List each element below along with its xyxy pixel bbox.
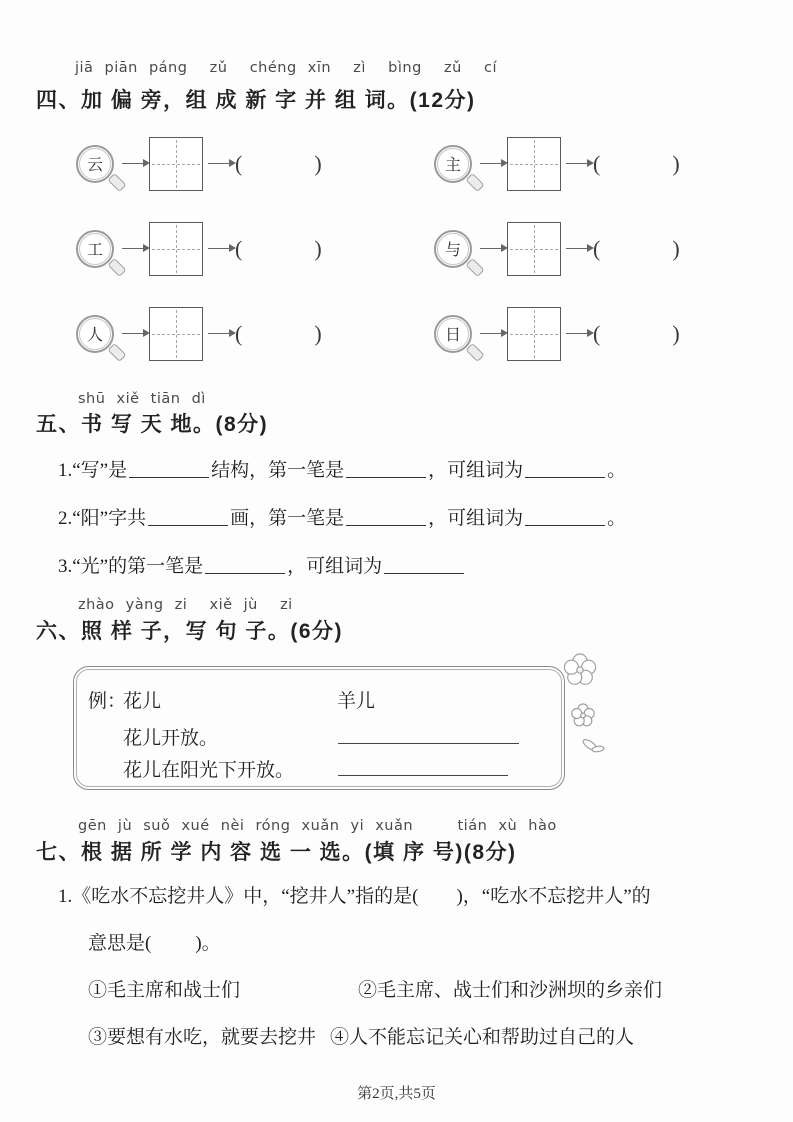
magnifier-icon — [434, 145, 472, 183]
tianzige-box — [149, 307, 203, 361]
base-character: 人 — [86, 327, 103, 344]
tianzige-box — [507, 307, 561, 361]
magnifier-icon — [76, 145, 114, 183]
section4-pinyin: jiā piān páng zǔ chéng xīn zì bìng zǔ cí — [75, 60, 498, 76]
page-number: 第2页,共5页 — [357, 1086, 436, 1102]
writing-item-2 — [58, 503, 626, 530]
text-segment: ，可组词为 — [428, 460, 524, 481]
paren-open: ( — [145, 933, 152, 954]
paren-open: ( — [412, 886, 419, 907]
paren-open: ( — [593, 150, 601, 176]
example-box — [73, 666, 565, 790]
fill-blank — [148, 511, 228, 526]
arrow-right-icon — [480, 163, 502, 165]
paren-open: ( — [235, 320, 243, 346]
radical-item — [434, 307, 764, 361]
fill-blank — [346, 463, 426, 478]
section6-pinyin: zhào yàng zi xiě jù zi — [78, 597, 293, 613]
section7-title: 七、根 据 所 学 内 容 选 一 选。(填 序 号)(8分) — [36, 841, 517, 864]
paren-open: ( — [593, 320, 601, 346]
arrow-right-icon — [566, 333, 588, 335]
arrow-right-icon — [566, 248, 588, 250]
arrow-right-icon — [208, 333, 230, 335]
arrow-right-icon — [480, 333, 502, 335]
example-label: 例： — [88, 691, 127, 712]
arrow-right-icon — [122, 248, 144, 250]
section5-pinyin: shū xiě tiān dì — [78, 391, 206, 407]
arrow-right-icon — [122, 333, 144, 335]
text-segment: 。 — [607, 460, 627, 481]
paren-close: ) — [314, 235, 322, 261]
radical-item — [76, 222, 434, 276]
section5-title: 五、书 写 天 地。(8分) — [36, 413, 269, 436]
paren-open: ( — [235, 235, 243, 261]
tianzige-box — [507, 222, 561, 276]
base-character: 与 — [444, 242, 461, 259]
option-4: ④人不能忘记关心和帮助过自己的人 — [330, 1027, 635, 1048]
paren-close: ) — [672, 150, 680, 176]
base-character: 日 — [444, 327, 461, 344]
magnifier-icon — [76, 315, 114, 353]
answer-line — [338, 775, 508, 776]
flower-decoration — [550, 650, 610, 765]
text-segment: ，可组词为 — [287, 556, 383, 577]
fill-blank — [384, 559, 464, 574]
paren-close: ) — [195, 933, 202, 954]
arrow-right-icon — [208, 163, 230, 165]
text-segment: 1.《吃水不忘挖井人》中，“挖井人”指的是 — [58, 886, 413, 907]
text-segment: 意思是 — [88, 933, 146, 954]
option-3: ③要想有水吃，就要去挖井 — [88, 1027, 317, 1048]
arrow-right-icon — [122, 163, 144, 165]
example-row2-left: 花儿开放。 — [123, 728, 219, 749]
arrow-right-icon — [208, 248, 230, 250]
answer-line — [338, 743, 519, 744]
example-row3-left: 花儿在阳光下开放。 — [123, 760, 295, 781]
text-segment: ，“吃水不忘挖井人”的 — [462, 886, 651, 907]
text-segment: 结构，第一笔是 — [211, 460, 345, 481]
example-row1-left: 花儿 — [123, 691, 162, 712]
fill-blank — [205, 559, 285, 574]
answer-parens — [235, 151, 322, 177]
paren-close: ) — [314, 150, 322, 176]
magnifier-icon — [434, 315, 472, 353]
paren-close: ) — [672, 320, 680, 346]
radical-item — [434, 137, 764, 191]
arrow-right-icon — [480, 248, 502, 250]
paren-close: ) — [456, 886, 463, 907]
radical-exercise-grid — [76, 121, 764, 376]
radical-item — [434, 222, 764, 276]
fill-blank — [525, 463, 605, 478]
question1-line2 — [88, 928, 221, 955]
paren-close: ) — [672, 235, 680, 261]
radical-item — [76, 307, 434, 361]
fill-blank — [129, 463, 209, 478]
fill-blank — [346, 511, 426, 526]
text-segment: 1.“写”是 — [58, 460, 128, 481]
text-segment: 3.“光”的第一笔是 — [58, 556, 204, 577]
writing-item-3 — [58, 551, 466, 578]
magnifier-icon — [434, 230, 472, 268]
question1-line1 — [58, 881, 651, 908]
text-segment: ，可组词为 — [428, 508, 524, 529]
section7-pinyin: gēn jù suǒ xué nèi róng xuǎn yi xuǎn tián xù hào — [78, 818, 557, 834]
magnifier-icon — [76, 230, 114, 268]
section4-title: 四、加 偏 旁，组 成 新 字 并 组 词。(12分) — [36, 89, 476, 112]
answer-parens — [235, 236, 322, 262]
writing-item-1 — [58, 455, 626, 482]
base-character: 工 — [86, 242, 103, 259]
text-segment: 画，第一笔是 — [230, 508, 345, 529]
section6-title: 六、照 样 子，写 句 子。(6分) — [36, 620, 344, 643]
option-2: ②毛主席、战士们和沙洲坝的乡亲们 — [358, 980, 663, 1001]
fill-blank — [525, 511, 605, 526]
answer-parens — [593, 236, 680, 262]
answer-parens — [235, 321, 322, 347]
text-segment: 2.“阳”字共 — [58, 508, 147, 529]
option-1: ①毛主席和战士们 — [88, 980, 241, 1001]
tianzige-box — [149, 137, 203, 191]
arrow-right-icon — [566, 163, 588, 165]
answer-parens — [593, 151, 680, 177]
base-character: 主 — [444, 157, 461, 174]
options-row-2 — [88, 1022, 634, 1049]
example-row1-right: 羊儿 — [337, 691, 376, 712]
tianzige-box — [149, 222, 203, 276]
tianzige-box — [507, 137, 561, 191]
text-segment: 。 — [607, 508, 627, 529]
paren-close: ) — [314, 320, 322, 346]
radical-item — [76, 137, 434, 191]
paren-open: ( — [235, 150, 243, 176]
answer-parens — [593, 321, 680, 347]
base-character: 云 — [86, 157, 103, 174]
text-segment: 。 — [201, 933, 221, 954]
paren-open: ( — [593, 235, 601, 261]
options-row-1 — [88, 975, 662, 1002]
